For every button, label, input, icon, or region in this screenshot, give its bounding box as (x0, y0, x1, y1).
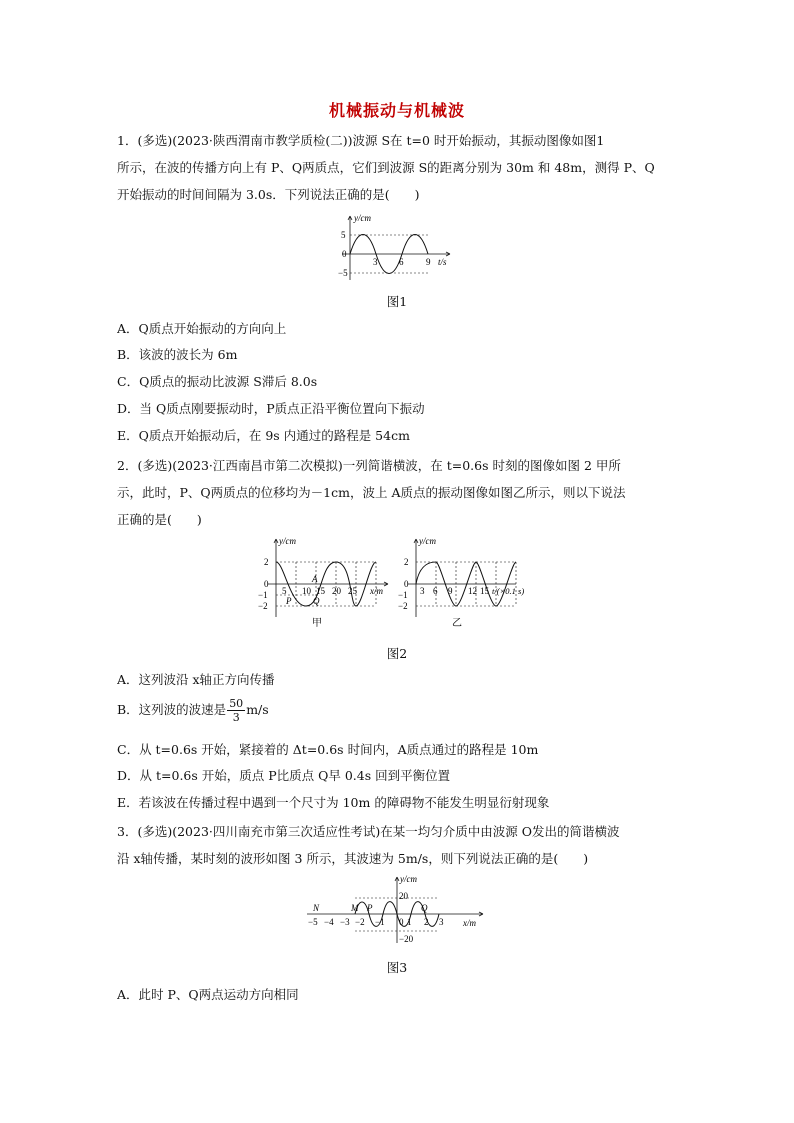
q2-point-p: P (286, 596, 292, 606)
figure-1-caption: 图1 (386, 294, 408, 309)
q3-xtick-1: 1 (407, 917, 412, 927)
q2-option-b (117, 697, 687, 724)
q2-option-c: C．从 t=0.6s 开始，紧接着的 Δt=0.6s 时间内，A质点通过的路程是 10m (117, 742, 539, 757)
q2-right-ytick-neg2: −2 (398, 601, 408, 611)
q3-xtick-2: 2 (424, 917, 429, 927)
q1-xlabel: t/s (438, 257, 447, 267)
q3-xtick-3: 3 (439, 917, 444, 927)
q2-left-ytick-2: 2 (264, 557, 269, 567)
q3-xtick-neg4: −4 (324, 917, 334, 927)
q2-right-sub: 乙 (452, 618, 462, 629)
figure-2-right (398, 535, 548, 630)
q1-option-a: A．Q质点开始振动的方向向上 (117, 321, 287, 336)
q1-ytick-5: 5 (341, 230, 346, 240)
q3-xlabel: x/m (463, 918, 476, 928)
q3-xtick-neg2: −2 (355, 917, 365, 927)
q3-ylabel: y/cm (400, 874, 417, 884)
q2-right-ytick-2: 2 (404, 557, 409, 567)
q2-right-xtick-9: 9 (448, 586, 453, 596)
q1-xtick-3: 3 (373, 257, 378, 267)
q3-point-m: M (351, 903, 359, 913)
q2-stem-line-1: 2．(多选)(2023·江西南昌市第二次模拟)一列简谐横波，在 t=0.6s 时刻的图像如图 2 甲所 (117, 458, 621, 473)
q2-point-a: A (312, 574, 318, 584)
q3-stem-line-1: 3．(多选)(2023·四川南充市第三次适应性考试)在某一均匀介质中由波源 O发出的简谐横波 (117, 824, 620, 839)
q3-xtick-neg3: −3 (340, 917, 350, 927)
q1-xtick-9: 9 (426, 257, 431, 267)
q3-point-n: N (313, 903, 320, 913)
q2-right-xtick-12: 12 (468, 586, 477, 596)
figure-2-left (258, 535, 398, 630)
page-title: 机械振动与机械波 (328, 101, 465, 120)
q2-right-xtick-6: 6 (433, 586, 438, 596)
q2-left-sub: 甲 (312, 618, 322, 629)
q3-xtick-neg1: −1 (375, 917, 385, 927)
q3-xtick-neg5: −5 (308, 917, 318, 927)
q2-point-q: Q (313, 596, 320, 606)
q3-ytick-20: 20 (399, 891, 408, 901)
fraction-denominator: 3 (232, 711, 240, 724)
figure-3-caption: 图3 (386, 960, 408, 975)
q1-stem-line-3: 开始振动的时间间隔为 3.0s．下列说法正确的是( ) (117, 187, 420, 202)
q2-stem-line-3: 正确的是( ) (117, 512, 202, 527)
q2-left-xlabel: x/m (370, 586, 383, 596)
figure-3 (305, 873, 495, 945)
q2-option-d: D．从 t=0.6s 开始，质点 P比质点 Q早 0.4s 回到平衡位置 (117, 768, 451, 783)
figure-2-caption: 图2 (386, 646, 408, 661)
fraction-numerator: 50 (229, 697, 244, 710)
q2-option-a: A．这列波沿 x轴正方向传播 (117, 672, 275, 687)
q2-option-b-prefix: B．这列波的波速是 (117, 702, 227, 717)
q1-option-c: C．Q质点的振动比波源 S滞后 8.0s (117, 374, 318, 389)
q2-left-ytick-neg2: −2 (258, 601, 268, 611)
q2-option-b-suffix: m/s (246, 702, 269, 717)
q1-option-b: B．该波的波长为 6m (117, 347, 238, 362)
q2-right-ytick-neg1: −1 (398, 590, 408, 600)
q2-right-ytick-0: 0 (404, 579, 409, 589)
q2-left-xtick-10: 10 (302, 586, 311, 596)
q3-point-p: P (367, 903, 373, 913)
q1-stem-line-1: 1．(多选)(2023·陕西渭南市教学质检(二))波源 S在 t=0 时开始振动，其振动图像如图1 (117, 133, 605, 148)
q2-left-xtick-15: 15 (316, 586, 325, 596)
q2-left-xtick-25: 25 (348, 586, 357, 596)
q1-xtick-6: 6 (399, 257, 404, 267)
q1-ytick-neg5: −5 (338, 268, 348, 278)
q2-left-xtick-20: 20 (332, 586, 341, 596)
q1-stem-line-2: 所示，在波的传播方向上有 P、Q两质点，它们到波源 S的距离分别为 30m 和 48m，测得 P、Q (117, 160, 655, 175)
q2-stem-line-2: 示，此时，P、Q两质点的位移均为－1cm，波上 A质点的振动图像如图乙所示，则以下说法 (117, 485, 626, 500)
q1-option-d: D．当 Q质点刚要振动时，P质点正沿平衡位置向下振动 (117, 401, 425, 416)
q3-point-q: Q (421, 903, 428, 913)
q1-option-e: E．Q质点开始振动后，在 9s 内通过的路程是 54cm (117, 428, 410, 443)
q2-left-ytick-0: 0 (264, 579, 269, 589)
q3-stem-line-2: 沿 x轴传播，某时刻的波形如图 3 所示，其波速为 5m/s，则下列说法正确的是( ) (117, 851, 589, 866)
q2-right-ylabel: y/cm (419, 536, 436, 546)
q3-ytick-neg20: −20 (399, 934, 414, 944)
q2-option-b-fraction (227, 697, 245, 724)
q3-option-a: A．此时 P、Q两点运动方向相同 (117, 987, 299, 1002)
q2-option-e: E．若该波在传播过程中遇到一个尺寸为 10m 的障碍物不能发生明显衍射现象 (117, 795, 550, 810)
q2-left-ylabel: y/cm (279, 536, 296, 546)
q2-right-xtick-3: 3 (420, 586, 425, 596)
q3-xtick-0: 0 (399, 917, 404, 927)
q2-left-xtick-5: 5 (282, 586, 287, 596)
q2-right-xlabel: t/(×0.1 s) (492, 586, 525, 596)
q2-right-xtick-15: 15 (480, 586, 489, 596)
q1-ylabel: y/cm (354, 213, 371, 223)
figure-1 (338, 210, 458, 285)
q2-left-ytick-neg1: −1 (258, 590, 268, 600)
q1-ytick-0: 0 (342, 249, 347, 259)
